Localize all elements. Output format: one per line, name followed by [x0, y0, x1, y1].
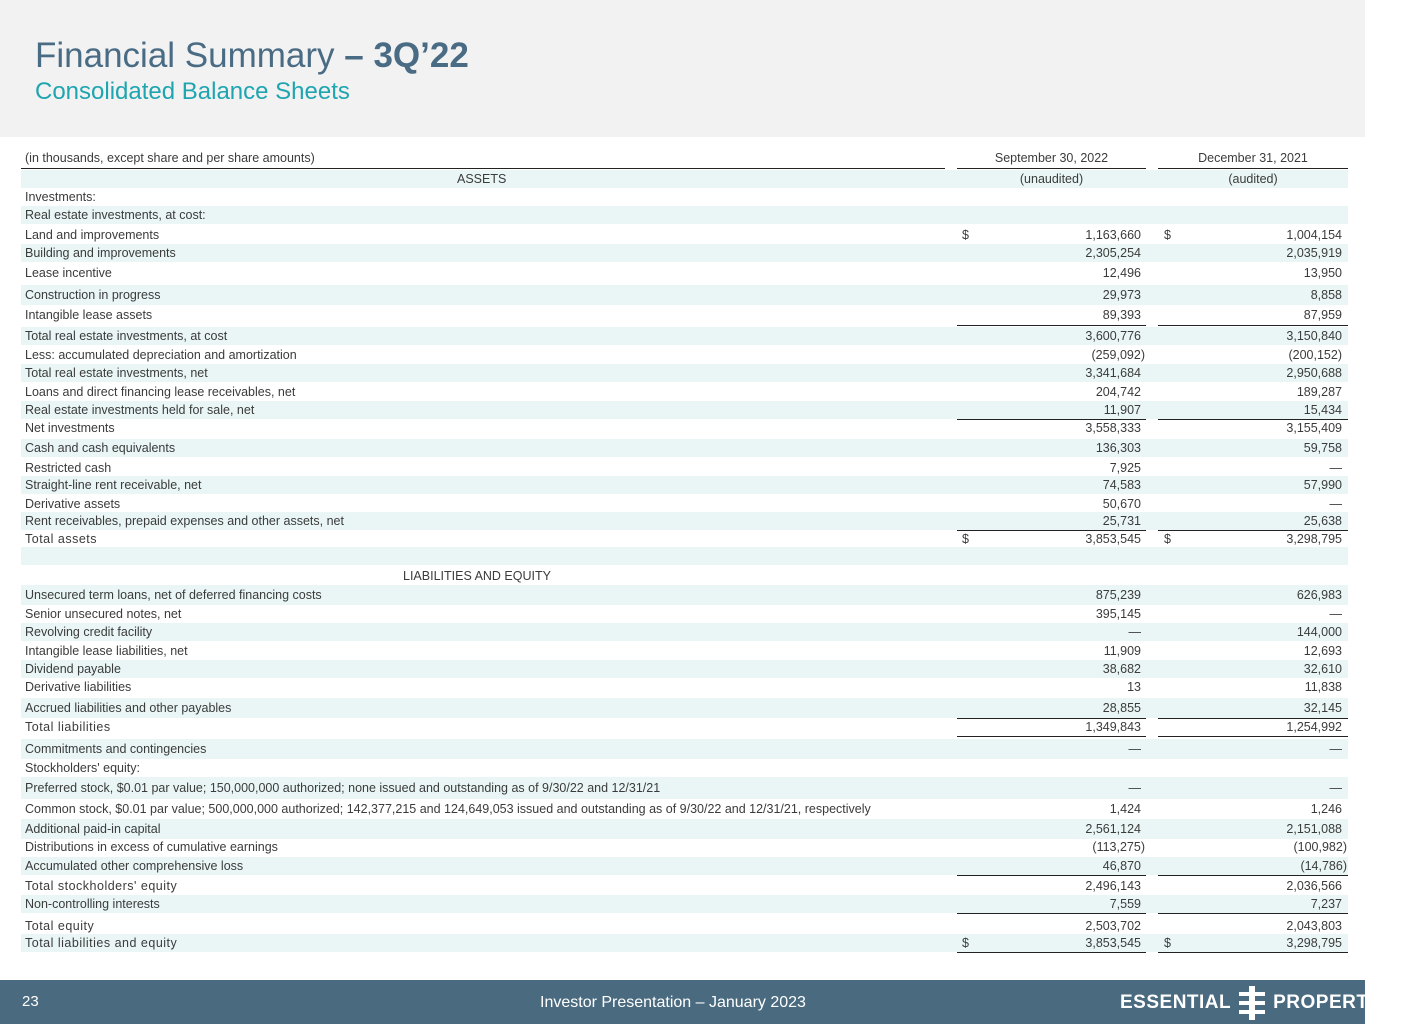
value-sep-2022: 1,349,843 — [1085, 720, 1141, 734]
value-dec-2021: 15,434 — [1303, 403, 1342, 417]
value-dec-2021: 2,035,919 — [1286, 246, 1342, 260]
row-label: Lease incentive — [25, 266, 112, 280]
table-row — [21, 718, 1348, 736]
value-sep-2022: 1,424 — [1109, 802, 1141, 816]
row-label: Revolving credit facility — [25, 625, 153, 639]
page-number: 23 — [22, 993, 39, 1010]
slide-footer — [0, 980, 1401, 1024]
value-dec-2021: 59,758 — [1303, 441, 1342, 455]
value-dec-2021: (200,152) — [1288, 348, 1342, 362]
row-label: Building and improvements — [25, 246, 176, 260]
value-dec-2021: 3,150,840 — [1286, 329, 1342, 343]
row-label: Total liabilities — [25, 720, 111, 734]
table-row — [21, 660, 1348, 678]
logo-mark-icon — [1239, 986, 1265, 1020]
value-sep-2022: 136,303 — [1095, 441, 1141, 455]
dollar-sign: $ — [962, 936, 969, 950]
value-sep-2022: 875,239 — [1095, 588, 1141, 602]
row-label: Senior unsecured notes, net — [25, 607, 182, 621]
row-label: Common stock, $0.01 par value; 500,000,000 authorized; 142,377,215 and 124,649,053 issued and outstanding as of 9/30/22 and 12/31/21, respectively — [25, 802, 871, 816]
value-sep-2022: 28,855 — [1102, 701, 1141, 715]
table-row — [21, 305, 1348, 325]
row-label: Derivative liabilities — [25, 680, 132, 694]
row-label: Intangible lease assets — [25, 308, 153, 322]
table-row — [21, 759, 1348, 777]
row-label: Rent receivables, prepaid expenses and other assets, net — [25, 514, 344, 528]
value-sep-2022: 204,742 — [1095, 385, 1141, 399]
header-rule-col2 — [1158, 168, 1348, 169]
value-sep-2022: — — [1128, 781, 1141, 795]
value-sep-2022: 2,496,143 — [1085, 879, 1141, 893]
col2-subheader: (audited) — [1228, 172, 1278, 186]
table-row — [21, 401, 1348, 419]
total-underline — [957, 875, 1146, 876]
liabilities-header: LIABILITIES AND EQUITY — [403, 569, 551, 583]
total-underline — [957, 736, 1146, 737]
total-underline — [1158, 913, 1348, 914]
row-label: Accrued liabilities and other payables — [25, 701, 232, 715]
table-row — [21, 623, 1348, 641]
value-dec-2021: 25,638 — [1303, 514, 1342, 528]
table-row — [21, 739, 1348, 759]
value-dec-2021: 13,950 — [1303, 266, 1342, 280]
row-label: Total real estate investments, net — [25, 366, 208, 380]
header-rule — [21, 168, 945, 169]
dollar-sign: $ — [1164, 228, 1171, 242]
row-label: Loans and direct financing lease receivables, net — [25, 385, 296, 399]
value-dec-2021: 11,838 — [1304, 680, 1342, 694]
table-row — [21, 819, 1348, 839]
page-title — [35, 36, 469, 76]
row-label: Dividend payable — [25, 662, 121, 676]
value-sep-2022: 89,393 — [1102, 308, 1141, 322]
col1-header: September 30, 2022 — [994, 151, 1109, 165]
table-row — [21, 285, 1348, 305]
value-sep-2022: 13 — [1127, 680, 1141, 694]
row-label: Unsecured term loans, net of deferred financing costs — [25, 588, 322, 602]
table-row — [21, 226, 1348, 244]
value-sep-2022: (113,275) — [1092, 840, 1145, 854]
table-row — [21, 678, 1348, 696]
assets-header: ASSETS — [457, 172, 507, 186]
row-label: Land and improvements — [25, 228, 160, 242]
table-row — [21, 585, 1348, 605]
value-dec-2021: 1,254,992 — [1286, 720, 1342, 734]
table-row — [21, 419, 1348, 437]
logo-text-right: PROPERTIES — [1273, 992, 1401, 1013]
value-dec-2021: (100,982) — [1293, 840, 1347, 854]
total-underline — [1158, 736, 1348, 737]
table-row — [21, 916, 1348, 936]
value-dec-2021: 2,043,803 — [1286, 919, 1342, 933]
value-dec-2021: 144,000 — [1296, 625, 1342, 639]
table-row — [21, 244, 1348, 262]
spacer-row — [21, 547, 1348, 565]
value-dec-2021: 7,237 — [1310, 897, 1342, 911]
value-sep-2022: 7,559 — [1109, 897, 1141, 911]
value-sep-2022: 3,600,776 — [1085, 329, 1141, 343]
value-dec-2021: — — [1329, 461, 1342, 475]
units-note: (in thousands, except share and per share amounts) — [25, 151, 315, 165]
value-dec-2021: 12,693 — [1303, 644, 1342, 658]
table-row — [21, 877, 1348, 895]
col2-header: December 31, 2021 — [1198, 151, 1308, 165]
table-row — [21, 605, 1348, 623]
table-row — [21, 777, 1348, 799]
table-row — [21, 799, 1348, 819]
row-label: Real estate investments held for sale, net — [25, 403, 255, 417]
table-row — [21, 495, 1348, 513]
row-label: Total equity — [25, 919, 95, 933]
dollar-sign: $ — [962, 228, 969, 242]
value-dec-2021: 1,004,154 — [1286, 228, 1342, 242]
value-sep-2022: 1,163,660 — [1085, 228, 1141, 242]
dollar-sign: $ — [1164, 532, 1171, 546]
value-dec-2021: — — [1329, 781, 1342, 795]
row-label: Derivative assets — [25, 497, 121, 511]
table-row — [21, 263, 1348, 283]
value-dec-2021: 2,151,088 — [1286, 822, 1342, 836]
value-sep-2022: 2,561,124 — [1085, 822, 1141, 836]
table-row — [21, 346, 1348, 364]
value-sep-2022: 29,973 — [1102, 288, 1141, 302]
row-label: Preferred stock, $0.01 par value; 150,000,000 authorized; none issued and outstanding as of 9/30/22 and 12/31/21 — [25, 781, 661, 795]
row-label: Investments: — [25, 190, 96, 204]
value-sep-2022: 395,145 — [1095, 607, 1141, 621]
table-row — [21, 642, 1348, 660]
row-label: Commitments and contingencies — [25, 742, 207, 756]
row-label: Cash and cash equivalents — [25, 441, 176, 455]
row-label: Construction in progress — [25, 288, 161, 302]
total-underline — [957, 952, 1146, 953]
row-label: Total assets — [25, 532, 98, 546]
total-underline — [957, 913, 1146, 914]
title-main: Financial Summary — [35, 36, 335, 75]
table-row — [21, 327, 1348, 345]
value-sep-2022: — — [1128, 625, 1141, 639]
table-row — [21, 531, 1348, 547]
value-dec-2021: 189,287 — [1296, 385, 1342, 399]
row-label: Net investments — [25, 421, 115, 435]
value-sep-2022: 12,496 — [1102, 266, 1141, 280]
row-label: Real estate investments, at cost: — [25, 208, 206, 222]
company-logo — [1120, 986, 1401, 1020]
table-row — [21, 857, 1348, 875]
value-dec-2021: 2,036,566 — [1286, 879, 1342, 893]
table-row — [21, 459, 1348, 477]
table-row — [21, 364, 1348, 382]
value-sep-2022: 3,853,545 — [1085, 532, 1141, 546]
value-sep-2022: 74,583 — [1102, 478, 1141, 492]
row-label: Total stockholders' equity — [25, 879, 178, 893]
table-row — [21, 439, 1348, 457]
row-label: Distributions in excess of cumulative earnings — [25, 840, 278, 854]
row-label: Total liabilities and equity — [25, 936, 178, 950]
liabilities-header-row — [21, 567, 1348, 585]
row-label: Accumulated other comprehensive loss — [25, 859, 244, 873]
row-label: Total real estate investments, at cost — [25, 329, 228, 343]
value-dec-2021: 3,298,795 — [1286, 936, 1342, 950]
table-row — [21, 512, 1348, 530]
total-underline — [957, 325, 1146, 326]
row-label: Stockholders' equity: — [25, 761, 140, 775]
total-underline — [1158, 952, 1348, 953]
page-subtitle: Consolidated Balance Sheets — [35, 78, 350, 105]
row-label: Restricted cash — [25, 461, 112, 475]
value-dec-2021: — — [1329, 497, 1342, 511]
value-sep-2022: 3,853,545 — [1085, 936, 1141, 950]
total-underline — [1158, 875, 1348, 876]
table-row — [21, 698, 1348, 718]
value-dec-2021: — — [1329, 607, 1342, 621]
row-label: Less: accumulated depreciation and amortization — [25, 348, 297, 362]
header-rule-col1 — [957, 168, 1146, 169]
row-label: Intangible lease liabilities, net — [25, 644, 188, 658]
value-sep-2022: 11,909 — [1103, 644, 1141, 658]
value-dec-2021: 626,983 — [1296, 588, 1342, 602]
col1-subheader: (unaudited) — [1019, 172, 1084, 186]
value-dec-2021: 3,155,409 — [1286, 421, 1342, 435]
value-sep-2022: 11,907 — [1103, 403, 1141, 417]
title-suffix: – 3Q’22 — [344, 36, 469, 75]
value-sep-2022: 2,305,254 — [1085, 246, 1141, 260]
assets-header-row — [21, 170, 1348, 188]
dollar-sign: $ — [1164, 936, 1171, 950]
table-row — [21, 383, 1348, 401]
value-dec-2021: 1,246 — [1310, 802, 1342, 816]
value-sep-2022: 3,341,684 — [1085, 366, 1141, 380]
value-dec-2021: 8,858 — [1310, 288, 1342, 302]
value-sep-2022: — — [1128, 742, 1141, 756]
value-sep-2022: 25,731 — [1102, 514, 1141, 528]
value-dec-2021: 32,610 — [1303, 662, 1342, 676]
value-sep-2022: 38,682 — [1102, 662, 1141, 676]
presentation-title: Investor Presentation – January 2023 — [540, 994, 806, 1011]
value-dec-2021: 3,298,795 — [1286, 532, 1342, 546]
slide-header — [0, 0, 1365, 137]
value-sep-2022: 7,925 — [1109, 461, 1141, 475]
value-dec-2021: (14,786) — [1300, 859, 1347, 873]
value-dec-2021: 57,990 — [1303, 478, 1342, 492]
table-header-row — [21, 148, 1348, 168]
table-row — [21, 838, 1348, 856]
row-label: Additional paid-in capital — [25, 822, 161, 836]
value-dec-2021: — — [1329, 742, 1342, 756]
table-row — [21, 476, 1348, 494]
table-row — [21, 934, 1348, 952]
row-label: Straight-line rent receivable, net — [25, 478, 202, 492]
value-sep-2022: (259,092) — [1091, 348, 1145, 362]
logo-text-left: ESSENTIAL — [1120, 992, 1232, 1013]
value-dec-2021: 32,145 — [1303, 701, 1342, 715]
value-dec-2021: 2,950,688 — [1286, 366, 1342, 380]
value-sep-2022: 46,870 — [1102, 859, 1141, 873]
value-dec-2021: 87,959 — [1303, 308, 1342, 322]
table-row — [21, 895, 1348, 913]
total-underline — [1158, 325, 1348, 326]
table-row — [21, 188, 1348, 206]
table-row — [21, 206, 1348, 224]
row-label: Non-controlling interests — [25, 897, 160, 911]
value-sep-2022: 50,670 — [1102, 497, 1141, 511]
value-sep-2022: 3,558,333 — [1085, 421, 1141, 435]
dollar-sign: $ — [962, 532, 969, 546]
value-sep-2022: 2,503,702 — [1085, 919, 1141, 933]
